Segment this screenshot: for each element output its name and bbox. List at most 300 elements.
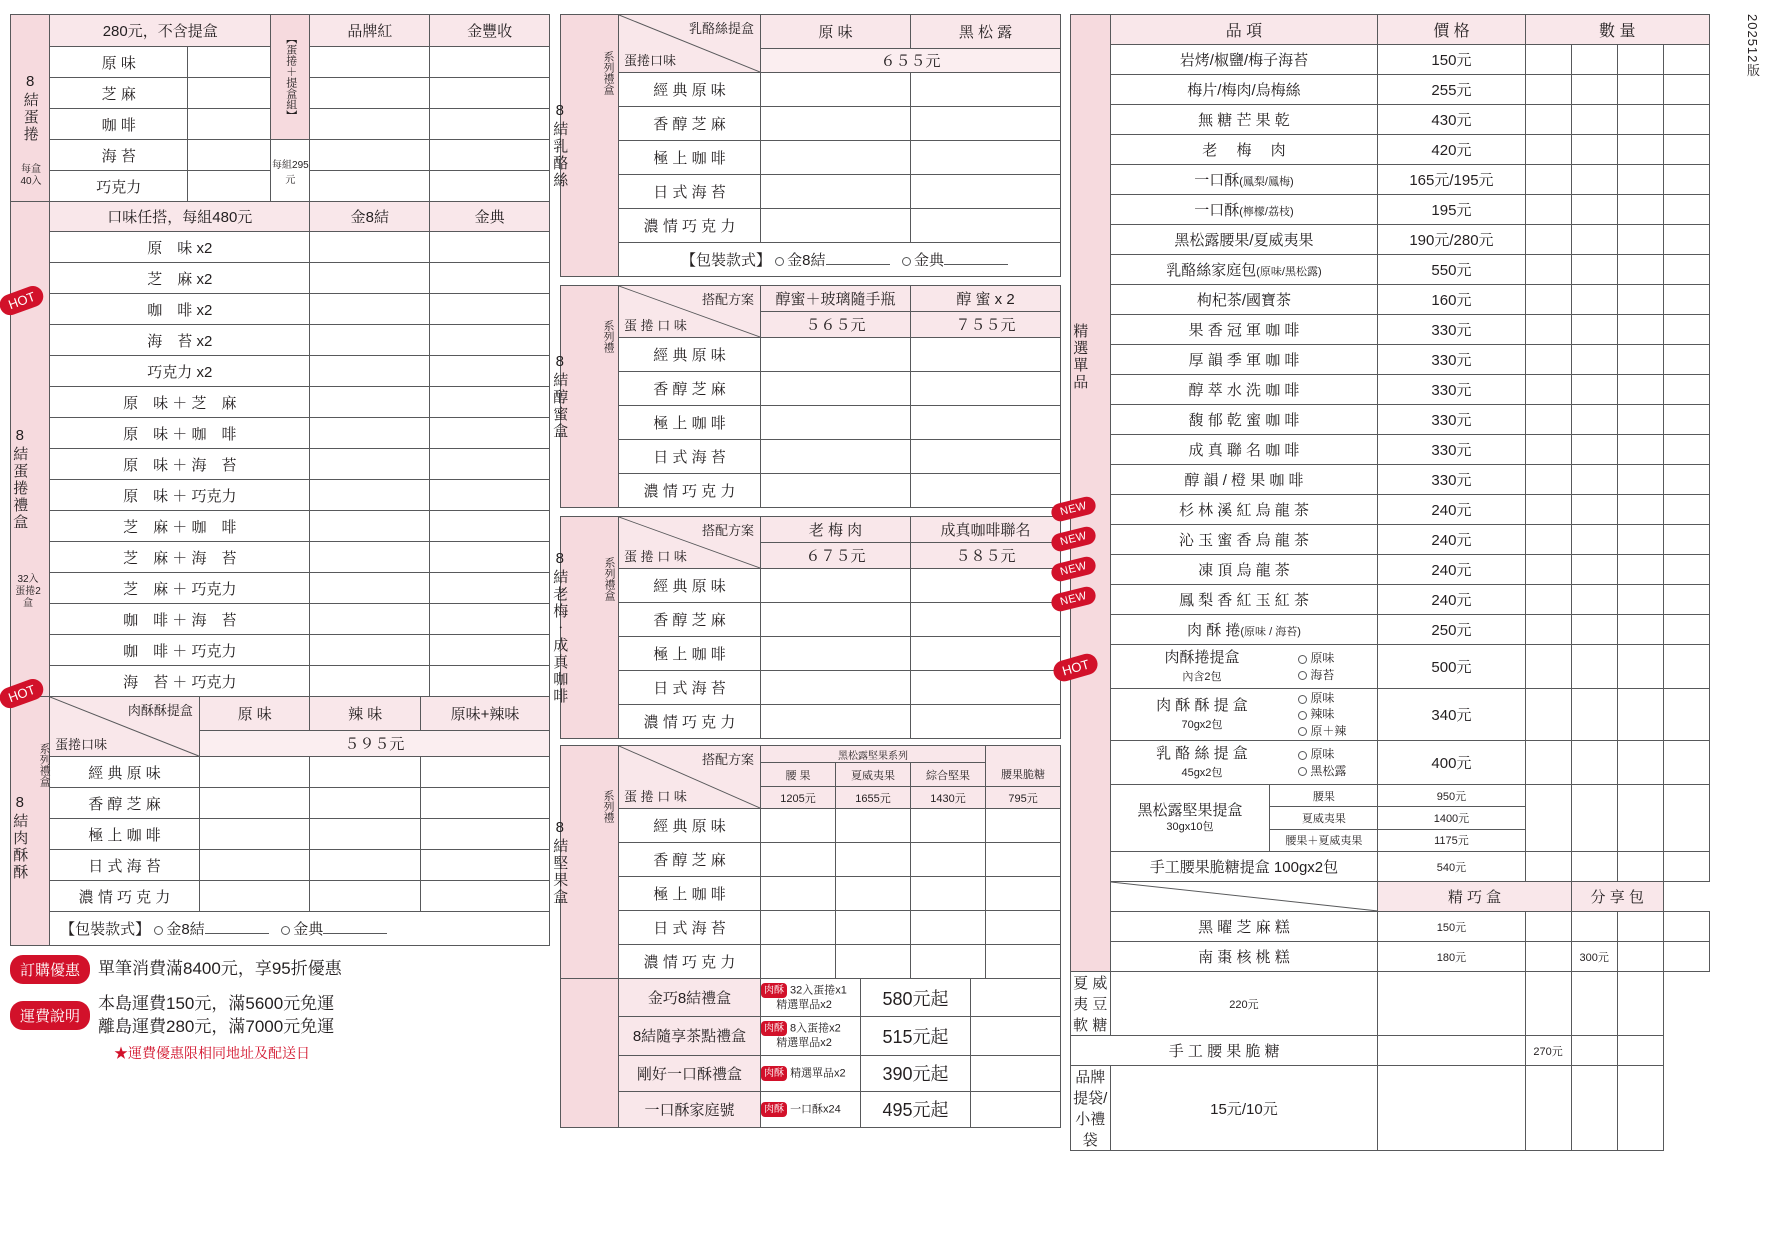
egg-roll-qty-cell[interactable] <box>310 109 430 140</box>
qty-cell[interactable] <box>1378 1036 1525 1066</box>
qty-cell[interactable] <box>1617 285 1663 315</box>
qty-cell[interactable] <box>1525 465 1571 495</box>
qty-cell[interactable] <box>1617 495 1663 525</box>
qty-cell[interactable] <box>761 209 911 243</box>
qty-cell[interactable] <box>1663 45 1709 75</box>
qty-cell[interactable] <box>1663 555 1709 585</box>
qty-cell[interactable] <box>1663 315 1709 345</box>
qty-cell[interactable] <box>1663 645 1709 689</box>
gift-qty-cell[interactable] <box>430 325 550 356</box>
qty-cell[interactable] <box>199 850 310 881</box>
qty-cell[interactable] <box>911 637 1061 671</box>
qty-cell[interactable] <box>1571 45 1617 75</box>
qty-cell[interactable] <box>1617 785 1663 852</box>
egg-roll-qty-cell[interactable] <box>430 140 550 171</box>
qty-cell[interactable] <box>1571 785 1617 852</box>
qty-cell[interactable] <box>1617 741 1663 785</box>
qty-cell[interactable] <box>1571 495 1617 525</box>
gift-qty-cell[interactable] <box>430 635 550 666</box>
qty-cell[interactable] <box>421 881 550 912</box>
qty-cell[interactable] <box>1663 75 1709 105</box>
qty-cell[interactable] <box>986 911 1061 945</box>
new-badge: NEW <box>1049 525 1097 553</box>
combo-name: 剛好一口酥禮盒 <box>619 1055 761 1091</box>
item-price: 430元 <box>1378 105 1525 135</box>
qty-cell[interactable] <box>1571 852 1617 882</box>
qty-cell[interactable] <box>911 603 1061 637</box>
gift-header-share: 分 享 包 <box>1571 882 1663 912</box>
qty-cell[interactable] <box>1571 741 1617 785</box>
radio-icon[interactable] <box>1298 727 1307 736</box>
qty-cell[interactable] <box>911 945 986 979</box>
qty-cell[interactable] <box>1525 435 1571 465</box>
gift-qty-cell[interactable] <box>310 573 430 604</box>
qty-cell[interactable] <box>1525 405 1571 435</box>
qty-cell[interactable] <box>1525 689 1571 741</box>
qty-cell[interactable] <box>1571 195 1617 225</box>
qty-cell[interactable] <box>1571 375 1617 405</box>
qty-cell[interactable] <box>761 440 911 474</box>
qty-cell[interactable] <box>761 945 836 979</box>
qty-cell[interactable] <box>1663 585 1709 615</box>
meat-floss-col: 辣 味 <box>310 697 421 731</box>
gift-qty-cell[interactable] <box>310 356 430 387</box>
qty-cell[interactable] <box>911 107 1061 141</box>
nuts-box-row: 黑松露堅果提盒 30gx10包 腰果 夏威夷果 腰果＋夏威夷果 <box>1110 785 1378 852</box>
egg-roll-qty-cell[interactable] <box>430 171 550 202</box>
qty-cell[interactable] <box>1571 525 1617 555</box>
qty-cell[interactable] <box>1663 852 1709 882</box>
qty-cell[interactable] <box>1525 255 1571 285</box>
egg-roll-qty-cell[interactable] <box>310 47 430 78</box>
qty-cell[interactable] <box>1571 315 1617 345</box>
qty-cell[interactable] <box>1617 435 1663 465</box>
qty-cell[interactable] <box>911 671 1061 705</box>
item-price: 150元 <box>1378 45 1525 75</box>
gift-header-small: 精 巧 盒 <box>1378 882 1571 912</box>
gift-row: 原 味 ＋ 海 苔 <box>50 449 310 480</box>
qty-cell[interactable] <box>1525 45 1571 75</box>
qty-cell[interactable] <box>1663 495 1709 525</box>
combo-qty-cell[interactable] <box>971 1055 1061 1091</box>
qty-cell[interactable] <box>1663 942 1709 972</box>
egg-roll-qty-cell[interactable] <box>188 109 271 140</box>
gift-qty-cell[interactable] <box>430 480 550 511</box>
gift-qty-cell[interactable] <box>310 511 430 542</box>
qty-cell[interactable] <box>761 474 911 508</box>
qty-cell[interactable] <box>761 911 836 945</box>
qty-cell[interactable] <box>911 440 1061 474</box>
gift-qty-cell[interactable] <box>430 604 550 635</box>
qty-cell[interactable] <box>1663 105 1709 135</box>
qty-cell[interactable] <box>1571 689 1617 741</box>
egg-roll-flavor: 原 味 <box>50 47 188 78</box>
gift-qty-cell[interactable] <box>310 418 430 449</box>
qty-cell[interactable] <box>911 877 986 911</box>
qty-cell[interactable] <box>421 757 550 788</box>
radio-icon[interactable] <box>775 257 784 266</box>
qty-cell[interactable] <box>761 73 911 107</box>
qty-cell[interactable] <box>1617 1036 1663 1066</box>
gift-item-small-price: 180元 <box>1378 942 1525 972</box>
item-price: 240元 <box>1378 525 1525 555</box>
item-price: 550元 <box>1378 255 1525 285</box>
qty-cell[interactable] <box>1525 165 1571 195</box>
gift-qty-cell[interactable] <box>430 356 550 387</box>
gift-qty-cell[interactable] <box>310 449 430 480</box>
gift-qty-cell[interactable] <box>310 480 430 511</box>
qty-cell[interactable] <box>1663 741 1709 785</box>
qty-cell[interactable] <box>421 850 550 881</box>
qty-cell[interactable] <box>1617 465 1663 495</box>
qty-cell[interactable] <box>1617 255 1663 285</box>
gift-item-share-price: 270元 <box>1525 1036 1571 1066</box>
qty-cell[interactable] <box>1525 741 1571 785</box>
nuts-flavor: 極 上 咖 啡 <box>619 877 761 911</box>
qty-cell[interactable] <box>1571 225 1617 255</box>
qty-cell[interactable] <box>1617 689 1663 741</box>
gift-qty-cell[interactable] <box>310 542 430 573</box>
qty-cell[interactable] <box>911 175 1061 209</box>
qty-cell[interactable] <box>836 877 911 911</box>
radio-icon[interactable] <box>1298 671 1307 680</box>
qty-cell[interactable] <box>836 809 911 843</box>
qty-cell[interactable] <box>761 175 911 209</box>
qty-cell[interactable] <box>1663 525 1709 555</box>
qty-cell[interactable] <box>1617 942 1663 972</box>
egg-roll-qty-cell[interactable] <box>188 47 271 78</box>
qty-cell[interactable] <box>1617 555 1663 585</box>
qty-cell[interactable] <box>1571 255 1617 285</box>
qty-cell[interactable] <box>1571 405 1617 435</box>
qty-cell[interactable] <box>1525 912 1571 942</box>
qty-cell[interactable] <box>836 911 911 945</box>
qty-cell[interactable] <box>1617 912 1663 942</box>
cheese-table <box>551 14 1061 277</box>
qty-cell[interactable] <box>1525 225 1571 255</box>
qty-cell[interactable] <box>1571 465 1617 495</box>
qty-cell[interactable] <box>1571 345 1617 375</box>
qty-cell[interactable] <box>911 73 1061 107</box>
qty-cell[interactable] <box>1663 615 1709 645</box>
qty-cell[interactable] <box>761 406 911 440</box>
gift-item-name: 黑 曜 芝 麻 糕 <box>1110 912 1378 942</box>
qty-cell[interactable] <box>1525 645 1571 689</box>
qty-cell[interactable] <box>1663 785 1709 852</box>
qty-cell[interactable] <box>911 843 986 877</box>
radio-icon[interactable] <box>1298 751 1307 760</box>
qty-cell[interactable] <box>1525 615 1571 645</box>
qty-cell[interactable] <box>199 819 310 850</box>
gift-qty-cell[interactable] <box>310 232 430 263</box>
gift-qty-cell[interactable] <box>430 542 550 573</box>
gift-row: 海 苔 x2 <box>50 325 310 356</box>
item-price: 400元 <box>1378 741 1525 785</box>
qty-cell[interactable] <box>1525 555 1571 585</box>
gift-qty-cell[interactable] <box>310 325 430 356</box>
qty-cell[interactable] <box>1571 645 1617 689</box>
qty-cell[interactable] <box>1663 405 1709 435</box>
item-name: 無 糖 芒 果 乾 <box>1110 105 1378 135</box>
qty-cell[interactable] <box>1525 1066 1571 1151</box>
qty-cell[interactable] <box>761 877 836 911</box>
qty-cell[interactable] <box>310 850 421 881</box>
egg-roll-qty-cell[interactable] <box>188 171 271 202</box>
qty-cell[interactable] <box>1617 75 1663 105</box>
item-name: 枸杞茶/國寶茶 <box>1110 285 1378 315</box>
egg-roll-qty-cell[interactable] <box>188 78 271 109</box>
qty-cell[interactable] <box>1525 942 1571 972</box>
qty-cell[interactable] <box>1663 345 1709 375</box>
gift-qty-cell[interactable] <box>430 294 550 325</box>
qty-cell[interactable] <box>1525 285 1571 315</box>
qty-cell[interactable] <box>1617 195 1663 225</box>
qty-cell[interactable] <box>911 809 986 843</box>
qty-cell[interactable] <box>986 843 1061 877</box>
gift-qty-cell[interactable] <box>430 263 550 294</box>
radio-icon[interactable] <box>902 257 911 266</box>
qty-cell[interactable] <box>1617 615 1663 645</box>
plum-flavor: 香 醇 芝 麻 <box>619 603 761 637</box>
egg-roll-qty-cell[interactable] <box>430 109 550 140</box>
qty-cell[interactable] <box>1525 195 1571 225</box>
gift-qty-cell[interactable] <box>430 573 550 604</box>
item-price: 255元 <box>1378 75 1525 105</box>
egg-roll-qty-cell[interactable] <box>310 171 430 202</box>
nuts-box-prices: 950元 1400元 1175元 <box>1378 785 1525 852</box>
qty-cell[interactable] <box>1525 585 1571 615</box>
qty-cell[interactable] <box>1571 1066 1617 1151</box>
qty-cell[interactable] <box>1617 135 1663 165</box>
qty-cell[interactable] <box>1663 689 1709 741</box>
combo-detail: 肉酥 一口酥x24 <box>761 1091 861 1127</box>
radio-icon[interactable] <box>281 926 290 935</box>
honey-flavor: 極 上 咖 啡 <box>619 406 761 440</box>
item-name: 老 梅 肉 <box>1110 135 1378 165</box>
qty-cell[interactable] <box>421 819 550 850</box>
gift-qty-cell[interactable] <box>310 263 430 294</box>
egg-roll-qty-cell[interactable] <box>430 78 550 109</box>
column-egg-rolls <box>6 14 550 1238</box>
gift-qty-cell[interactable] <box>310 635 430 666</box>
qty-cell[interactable] <box>761 843 836 877</box>
qty-cell[interactable] <box>1525 852 1571 882</box>
qty-cell[interactable] <box>1663 165 1709 195</box>
egg-roll-qty-cell[interactable] <box>310 140 430 171</box>
qty-cell[interactable] <box>836 945 911 979</box>
qty-cell[interactable] <box>1617 105 1663 135</box>
gift-qty-cell[interactable] <box>310 666 430 697</box>
qty-cell[interactable] <box>1617 585 1663 615</box>
note-text: 離島運費280元，滿7000元免運 <box>98 1016 335 1036</box>
item-name-new: NEW 沁 玉 蜜 香 烏 龍 茶 <box>1110 525 1378 555</box>
qty-cell[interactable] <box>761 338 911 372</box>
qty-cell[interactable] <box>761 809 836 843</box>
meat-floss-flavor: 香 醇 芝 麻 <box>50 788 200 819</box>
qty-cell[interactable] <box>911 705 1061 739</box>
qty-cell[interactable] <box>911 406 1061 440</box>
qty-cell[interactable] <box>1525 315 1571 345</box>
qty-cell[interactable] <box>310 788 421 819</box>
qty-cell[interactable] <box>1663 195 1709 225</box>
qty-cell[interactable] <box>1571 1036 1617 1066</box>
item-name-with-note: 肉 酥 捲(原味 / 海苔) <box>1110 615 1378 645</box>
qty-cell[interactable] <box>1663 285 1709 315</box>
combo-qty-cell[interactable] <box>971 1091 1061 1127</box>
qty-cell[interactable] <box>1571 555 1617 585</box>
cheese-flavor: 濃 情 巧 克 力 <box>619 209 761 243</box>
qty-cell[interactable] <box>761 107 911 141</box>
gift-qty-cell[interactable] <box>430 449 550 480</box>
qty-cell[interactable] <box>1571 615 1617 645</box>
qty-cell[interactable] <box>761 141 911 175</box>
gift-qty-cell[interactable] <box>310 294 430 325</box>
cheese-flavor: 日 式 海 苔 <box>619 175 761 209</box>
qty-cell[interactable] <box>199 788 310 819</box>
qty-cell[interactable] <box>1663 225 1709 255</box>
qty-cell[interactable] <box>1525 375 1571 405</box>
qty-cell[interactable] <box>1617 645 1663 689</box>
combo-price: 515元起 <box>861 1017 971 1055</box>
qty-cell[interactable] <box>1663 375 1709 405</box>
qty-cell[interactable] <box>1617 405 1663 435</box>
hot-badge: HOT <box>0 676 47 711</box>
qty-cell[interactable] <box>310 757 421 788</box>
nuts-side: 8結堅果盒 系列禮 <box>561 746 619 979</box>
header-qty: 數 量 <box>1525 15 1710 45</box>
qty-cell[interactable] <box>1571 972 1617 1036</box>
qty-cell[interactable] <box>1617 45 1663 75</box>
qty-cell[interactable] <box>1525 495 1571 525</box>
qty-cell[interactable] <box>1525 105 1571 135</box>
qty-cell[interactable] <box>1378 1066 1525 1151</box>
qty-cell[interactable] <box>1663 255 1709 285</box>
gift-item-name: 手 工 腰 果 脆 糖 <box>1071 1036 1378 1066</box>
egg-roll-gift-side: 8結蛋捲禮盒 HOT 32入蛋捲2盒 <box>11 202 50 697</box>
qty-cell[interactable] <box>986 945 1061 979</box>
plum-col-price: ５８５元 <box>911 543 1061 569</box>
qty-cell[interactable] <box>1617 525 1663 555</box>
qty-cell[interactable] <box>911 141 1061 175</box>
qty-cell[interactable] <box>1617 375 1663 405</box>
cheese-diagonal-header: 乳酪絲提盒 蛋捲口味 <box>619 15 761 73</box>
qty-cell[interactable] <box>911 569 1061 603</box>
qty-cell[interactable] <box>1617 852 1663 882</box>
qty-cell[interactable] <box>986 809 1061 843</box>
qty-cell[interactable] <box>911 474 1061 508</box>
combo-side-blank <box>561 979 619 1128</box>
qty-cell[interactable] <box>911 338 1061 372</box>
combo-detail: 肉酥 32入蛋捲x1 精選單品x2 <box>761 979 861 1017</box>
egg-roll-qty-cell[interactable] <box>310 78 430 109</box>
qty-cell[interactable] <box>761 671 911 705</box>
qty-cell[interactable] <box>199 881 310 912</box>
radio-icon[interactable] <box>154 926 163 935</box>
qty-cell[interactable] <box>1525 785 1571 852</box>
radio-icon[interactable] <box>1298 695 1307 704</box>
qty-cell[interactable] <box>1571 285 1617 315</box>
qty-cell[interactable] <box>986 877 1061 911</box>
qty-cell[interactable] <box>761 705 911 739</box>
qty-cell[interactable] <box>421 788 550 819</box>
qty-cell[interactable] <box>1571 585 1617 615</box>
note-row-discount <box>10 955 550 984</box>
egg-roll-side-note: 每盒40入 <box>20 164 42 187</box>
qty-cell[interactable] <box>1663 435 1709 465</box>
item-price: 340元 <box>1378 689 1525 741</box>
radio-icon[interactable] <box>1298 711 1307 720</box>
gift-row: 原 味 ＋ 巧克力 <box>50 480 310 511</box>
qty-cell[interactable] <box>1571 165 1617 195</box>
qty-cell[interactable] <box>761 372 911 406</box>
qty-cell[interactable] <box>1617 972 1663 1036</box>
egg-roll-qty-cell[interactable] <box>430 47 550 78</box>
gift-qty-cell[interactable] <box>430 387 550 418</box>
qty-cell[interactable] <box>1525 345 1571 375</box>
qty-cell[interactable] <box>761 637 911 671</box>
qty-cell[interactable] <box>1571 435 1617 465</box>
qty-cell[interactable] <box>1617 165 1663 195</box>
radio-icon[interactable] <box>1298 767 1307 776</box>
egg-roll-side-label: 8結蛋捲 <box>11 15 50 202</box>
nuts-group-title: 黑松露堅果系列 <box>761 746 986 763</box>
gift-qty-cell[interactable] <box>430 511 550 542</box>
qty-cell[interactable] <box>1525 135 1571 165</box>
qty-cell[interactable] <box>1663 912 1709 942</box>
qty-cell[interactable] <box>911 372 1061 406</box>
meat-floss-flavor: 濃 情 巧 克 力 <box>50 881 200 912</box>
qty-cell[interactable] <box>836 843 911 877</box>
meat-floss-price: ５９５元 <box>199 731 549 757</box>
qty-cell[interactable] <box>1571 135 1617 165</box>
combo-qty-cell[interactable] <box>971 979 1061 1017</box>
gift-qty-cell[interactable] <box>310 604 430 635</box>
qty-cell[interactable] <box>1663 135 1709 165</box>
qty-cell[interactable] <box>1571 105 1617 135</box>
qty-cell[interactable] <box>1525 525 1571 555</box>
qty-cell[interactable] <box>1378 972 1525 1036</box>
qty-cell[interactable] <box>1571 75 1617 105</box>
qty-cell[interactable] <box>1617 1066 1663 1151</box>
qty-cell[interactable] <box>1617 225 1663 255</box>
item-price: 330元 <box>1378 465 1525 495</box>
plum-flavor: 極 上 咖 啡 <box>619 637 761 671</box>
qty-cell[interactable] <box>199 757 310 788</box>
qty-cell[interactable] <box>310 881 421 912</box>
qty-cell[interactable] <box>1617 315 1663 345</box>
qty-cell[interactable] <box>911 911 986 945</box>
gift-qty-cell[interactable] <box>430 232 550 263</box>
gift-qty-cell[interactable] <box>310 387 430 418</box>
gift-qty-cell[interactable] <box>430 418 550 449</box>
qty-cell[interactable] <box>761 603 911 637</box>
item-price: 195元 <box>1378 195 1525 225</box>
qty-cell[interactable] <box>1617 345 1663 375</box>
qty-cell[interactable] <box>1525 75 1571 105</box>
qty-cell[interactable] <box>1663 465 1709 495</box>
item-name: 馥 郁 乾 蜜 咖 啡 <box>1110 405 1378 435</box>
qty-cell[interactable] <box>911 209 1061 243</box>
radio-icon[interactable] <box>1298 655 1307 664</box>
combo-qty-cell[interactable] <box>971 1017 1061 1055</box>
egg-roll-qty-cell[interactable] <box>188 140 271 171</box>
qty-cell[interactable] <box>761 569 911 603</box>
gift-qty-cell[interactable] <box>430 666 550 697</box>
plum-flavor: 經 典 原 味 <box>619 569 761 603</box>
meat-icon: 肉酥 <box>761 1102 787 1117</box>
cheese-col: 黑 松 露 <box>911 15 1061 49</box>
qty-cell[interactable] <box>310 819 421 850</box>
